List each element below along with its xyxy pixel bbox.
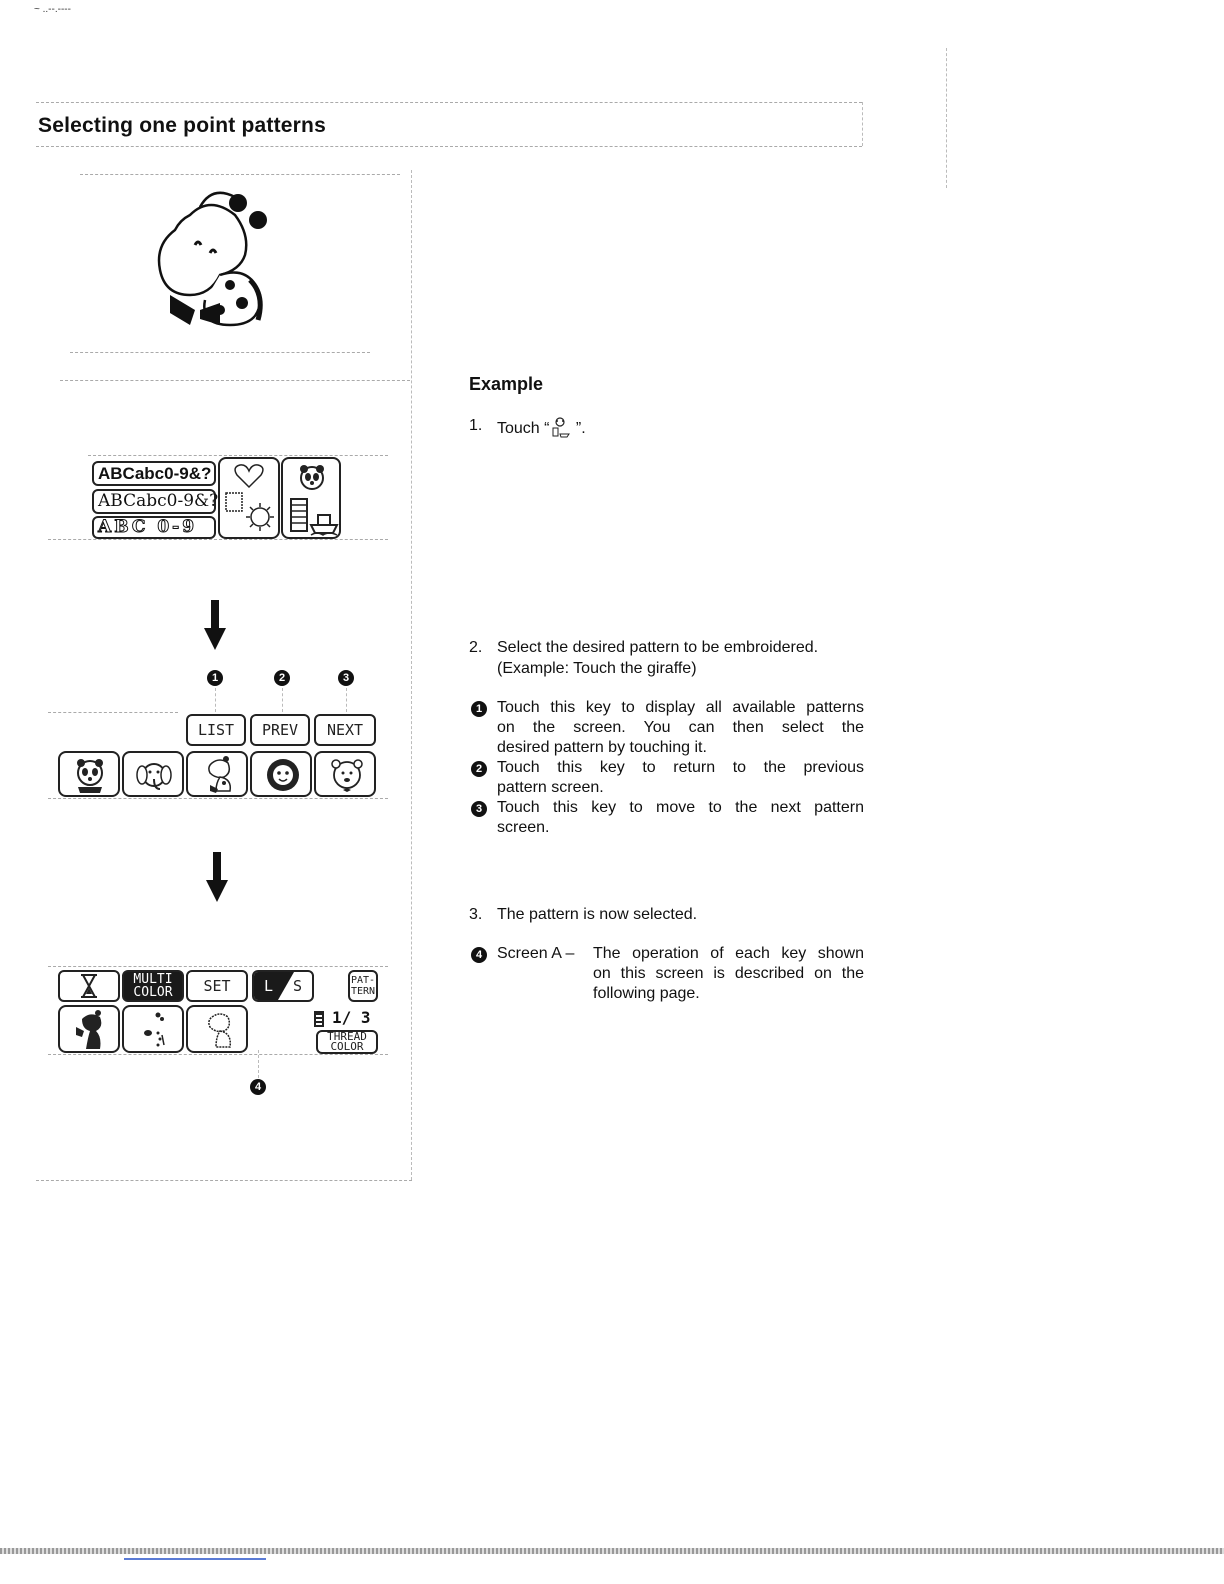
callout-1-line3: desired pattern by touching it. xyxy=(497,739,707,756)
giraffe-outline-icon xyxy=(202,1009,236,1051)
pattern-bear-button[interactable] xyxy=(314,751,376,797)
step1-lead: Touch “ xyxy=(497,420,550,437)
screen1-top-rule xyxy=(60,380,410,381)
callout-4-line1: The operation of each key shown xyxy=(593,945,864,962)
ship-icon xyxy=(309,505,339,537)
bear-icon xyxy=(330,755,364,795)
step3-number: 3. xyxy=(469,906,483,923)
font-script-button[interactable]: ABCabc0-9&? xyxy=(92,489,216,514)
pattern-label-2: TERN xyxy=(350,986,376,997)
marker-1: 1 xyxy=(207,670,223,686)
right-margin-rule xyxy=(946,48,947,188)
thread-color-label-2: COLOR xyxy=(330,1040,364,1053)
font-gothic-button[interactable]: ABCabc0-9&? xyxy=(92,461,216,486)
screen2-rule-bottom xyxy=(48,798,388,799)
callout-4-line3: following page. xyxy=(593,985,700,1002)
giraffe-illustration xyxy=(150,185,275,335)
size-toggle-fill xyxy=(254,972,312,1000)
down-arrow-icon xyxy=(204,600,226,650)
pattern-lion-button[interactable] xyxy=(250,751,312,797)
pattern-panda-button[interactable] xyxy=(58,751,120,797)
panda-icon xyxy=(74,757,106,793)
bottom-blue-line xyxy=(124,1558,266,1560)
multi-color-label-2: COLOR xyxy=(133,985,173,1000)
marker-3: 3 xyxy=(338,670,354,686)
heart-icon xyxy=(234,463,264,489)
one-point-patterns-button[interactable] xyxy=(281,457,341,539)
screen3-rule-bottom xyxy=(48,1054,388,1055)
prev-button[interactable]: PREV xyxy=(250,714,310,746)
step1-tail: ”. xyxy=(571,420,586,437)
small-label: S xyxy=(292,977,302,995)
color-step-spots-button[interactable] xyxy=(122,1005,184,1053)
spool-small-icon xyxy=(314,1011,324,1027)
callout-3-line2: screen. xyxy=(497,819,550,836)
multi-color-button[interactable] xyxy=(122,970,184,1002)
screen2-rule-top xyxy=(48,712,178,713)
screen1-rule-top xyxy=(88,455,388,456)
callout-3-marker: 3 xyxy=(471,801,487,817)
callout-1-marker: 1 xyxy=(471,701,487,717)
giraffe-bottom-rule xyxy=(70,352,370,353)
callout-4-line2: on this screen is described on the xyxy=(593,965,864,982)
font-outline-button[interactable]: ABC 0-9 xyxy=(92,516,216,539)
callout-2-marker: 2 xyxy=(471,761,487,777)
square-icon xyxy=(224,491,244,513)
pattern-giraffe-button[interactable] xyxy=(186,751,248,797)
pattern-elephant-button[interactable] xyxy=(122,751,184,797)
title-right-rule xyxy=(862,102,863,146)
page-ref: ~ ..--.---- xyxy=(34,4,71,15)
step2-number: 2. xyxy=(469,639,483,656)
step2-line1: Select the desired pattern to be embroidered. xyxy=(497,639,819,656)
step1-text xyxy=(497,416,586,439)
marker-3-leader xyxy=(346,688,347,712)
column-divider xyxy=(411,170,412,1180)
callout-3-line1: Touch this key to move to the next pattern xyxy=(497,799,864,816)
marker-4-leader xyxy=(258,1050,259,1078)
large-label: L xyxy=(264,977,274,995)
screen3-rule-top xyxy=(48,966,388,967)
example-heading: Example xyxy=(469,374,544,394)
giraffe-top-rule xyxy=(80,174,400,175)
screen1-rule-bottom xyxy=(48,539,388,540)
sun-icon xyxy=(244,501,276,533)
lion-icon xyxy=(264,755,302,795)
bottom-scan-band xyxy=(0,1548,1224,1554)
pattern-button[interactable] xyxy=(348,970,378,1002)
color-page-indicator: 1/ 3 xyxy=(332,1008,371,1027)
hourglass-button[interactable] xyxy=(58,970,120,1002)
callout-1-line1: Touch this key to display all available patterns xyxy=(497,699,864,716)
callout-1-line2: on the screen. You can then select the xyxy=(497,719,864,736)
giraffe-filled-icon xyxy=(74,1009,108,1051)
callout-4-label: Screen A – xyxy=(497,945,575,962)
pattern-label-1: PAT- xyxy=(350,975,376,986)
thread-color-label-1: THREAD xyxy=(327,1030,367,1043)
marker-4: 4 xyxy=(250,1079,266,1095)
list-button[interactable]: LIST xyxy=(186,714,246,746)
title-bottom-rule xyxy=(36,146,862,147)
callout-4-marker: 4 xyxy=(471,947,487,963)
callout-2-line1: Touch this key to return to the previous xyxy=(497,759,864,776)
panda-icon xyxy=(297,463,327,493)
page-bottom-rule xyxy=(36,1180,412,1181)
size-toggle-button[interactable] xyxy=(252,970,314,1002)
down-arrow-icon xyxy=(206,852,228,902)
marker-2: 2 xyxy=(274,670,290,686)
frame-patterns-button[interactable] xyxy=(218,457,280,539)
set-button[interactable]: SET xyxy=(186,970,248,1002)
marker-2-leader xyxy=(282,688,283,712)
color-step-outline-button[interactable] xyxy=(186,1005,248,1053)
title-top-rule xyxy=(36,102,862,103)
spool-icon xyxy=(287,495,311,535)
elephant-icon xyxy=(136,757,172,793)
hourglass-icon xyxy=(80,974,98,998)
callout-2-line2: pattern screen. xyxy=(497,779,604,796)
multi-color-label-1: MULTI xyxy=(133,972,173,987)
thread-color-button[interactable] xyxy=(316,1030,378,1054)
step3-text: The pattern is now selected. xyxy=(497,906,698,923)
one-point-pattern-icon xyxy=(549,416,571,438)
color-step-giraffe-button[interactable] xyxy=(58,1005,120,1053)
page-title: Selecting one point patterns xyxy=(38,114,326,137)
spots-icon xyxy=(136,1011,172,1051)
step2-line2: (Example: Touch the giraffe) xyxy=(497,660,697,677)
marker-1-leader xyxy=(215,688,216,712)
giraffe-icon xyxy=(202,755,236,795)
step1-number: 1. xyxy=(469,417,483,434)
next-button[interactable]: NEXT xyxy=(314,714,376,746)
